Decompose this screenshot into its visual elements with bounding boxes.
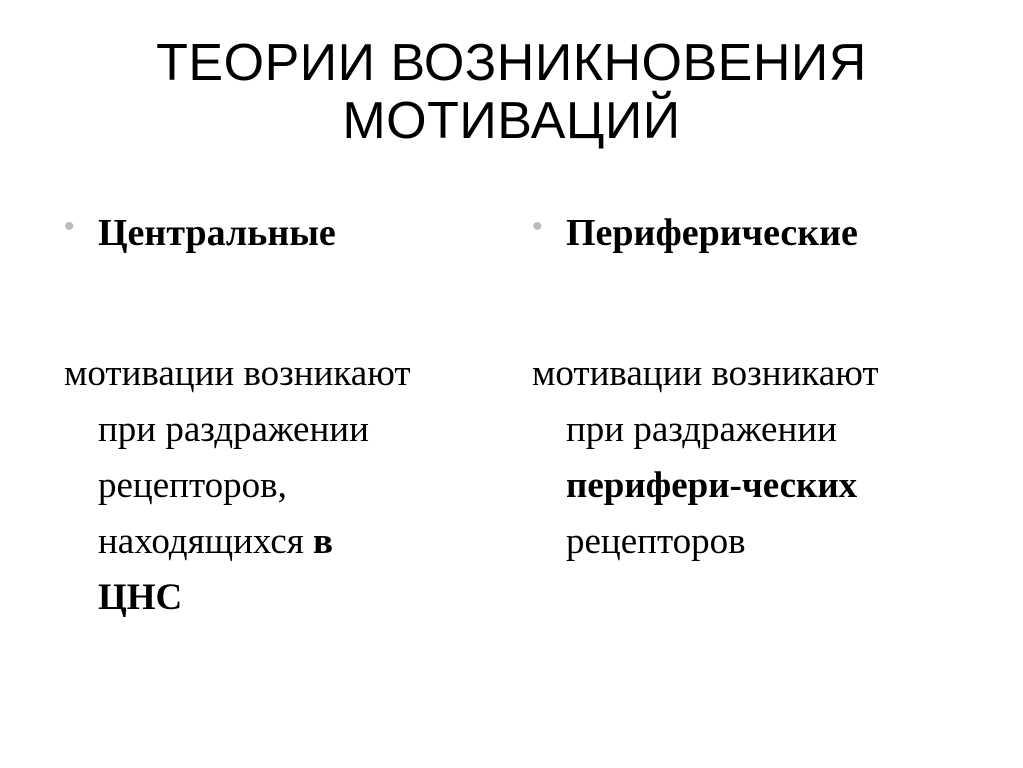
- central-theory-column: [64, 208, 514, 626]
- central-description: [64, 346, 514, 626]
- peripheral-heading-row: [532, 208, 1002, 258]
- bullet-icon: •: [532, 210, 543, 243]
- peripheral-description: [532, 346, 1002, 570]
- peripheral-theory-column: [532, 208, 1002, 570]
- peripheral-heading: Периферические: [566, 212, 858, 254]
- peripheral-desc-line-3: перифери-ческих: [566, 465, 858, 506]
- central-desc-line-4: [64, 514, 514, 570]
- central-desc-line-3: рецепторов,: [98, 465, 287, 506]
- central-desc-line-1: мотивации возникают: [64, 353, 411, 394]
- central-heading: Центральные: [98, 212, 336, 254]
- bullet-icon: •: [64, 210, 75, 243]
- central-heading-row: [64, 208, 514, 258]
- central-desc-line-4-text: находящихся: [98, 521, 314, 562]
- central-desc-line-5: ЦНС: [98, 577, 183, 618]
- central-desc-line-4-bold: в: [313, 521, 333, 562]
- slide-title-line-2: МОТИВАЦИЙ: [342, 92, 681, 150]
- peripheral-desc-line-4: рецепторов: [566, 521, 746, 562]
- slide-title: [0, 34, 1023, 150]
- peripheral-desc-line-2: при раздражении: [566, 409, 837, 450]
- central-desc-line-2: при раздражении: [98, 409, 369, 450]
- slide-title-line-1: ТЕОРИИ ВОЗНИКНОВЕНИЯ: [156, 34, 867, 92]
- peripheral-desc-line-1: мотивации возникают: [532, 353, 879, 394]
